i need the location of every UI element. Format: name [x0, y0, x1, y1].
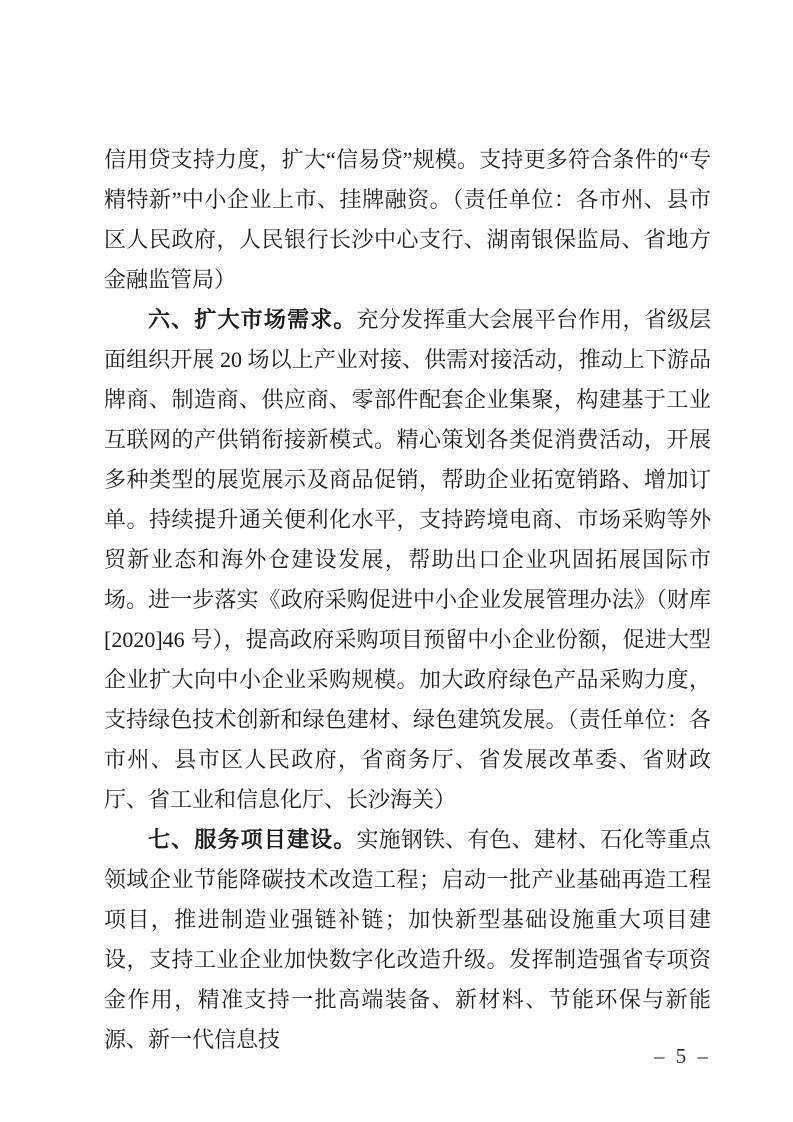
section-heading-7: 七、服务项目建设。 — [148, 827, 357, 852]
paragraph-section-7 — [104, 820, 711, 1060]
paragraph-continuation — [104, 140, 711, 300]
page-number: – 5 – — [654, 1044, 711, 1068]
paragraph-section-6 — [104, 300, 711, 820]
document-body — [104, 140, 711, 1060]
paragraph-text: 信用贷支持力度，扩大“信易贷”规模。支持更多符合条件的“专精特新”中小企业上市、挂牌融资。（责任单位：各市州、县市区人民政府，人民银行长沙中心支行、湖南银保监局、省地方金融监管局） — [104, 147, 711, 292]
paragraph-text: 充分发挥重大会展平台作用，省级层面组织开展 20 场以上产业对接、供需对接活动，推动上下游品牌商、制造商、供应商、零部件配套企业集聚，构建基于工业互联网的产供销衔接新模式。精心策划各类促消费活动，开展多种类型的展览展示及商品促销，帮助企业拓宽销路、增加订单。持续提升通关便利化水平，支持跨境电商、市场采购等外贸新业态和海外仓建设发展，帮助出口企业巩固拓展国际市场。进一步落实《政府采购促进中小企业发展管理办法》（财库[2020]46 号），提高政府采购项目预留中小企业份额，促进大型企业扩大向中小企业采购规模。加大政府绿色产品采购力度，支持绿色技术创新和绿色建材、绿色建筑发展。（责任单位：各市州、县市区人民政府，省商务厅、省发展改革委、省财政厅、省工业和信息化厅、长沙海关） — [104, 307, 711, 812]
section-heading-6: 六、扩大市场需求。 — [148, 307, 357, 332]
paragraph-text: 实施钢铁、有色、建材、石化等重点领域企业节能降碳技术改造工程；启动一批产业基础再造工程项目，推进制造业强链补链；加快新型基础设施重大项目建设，支持工业企业加快数字化改造升级。发挥制造强省专项资金作用，精准支持一批高端装备、新材料、节能环保与新能源、新一代信息技 — [104, 827, 711, 1052]
